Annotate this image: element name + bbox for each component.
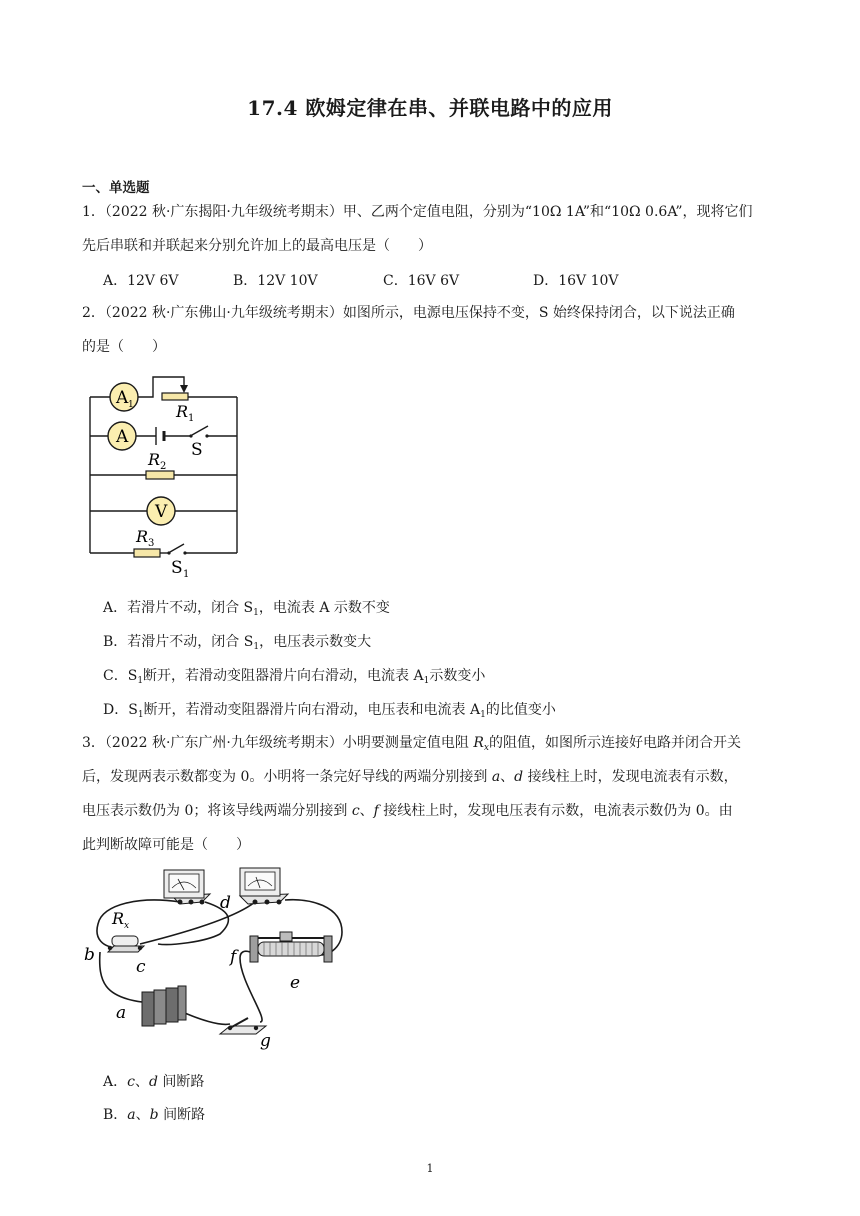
q3-apparatus-diagram	[80, 862, 360, 1054]
voltmeter-device	[164, 870, 210, 905]
label-a1: A	[116, 388, 129, 408]
label-s1: S	[171, 558, 183, 578]
q3-option-a: A．c、d 间断路	[103, 1074, 205, 1090]
q2-option-b: B．若滑片不动，闭合 $S_1$，电压表示数变大	[103, 634, 372, 652]
q1-option-a: A．12V 6V	[103, 273, 179, 289]
label-d: d	[220, 893, 231, 913]
q2-circuit-diagram	[80, 367, 250, 581]
q2-option-d: D．$S_1$断开，若滑动变阻器滑片向右滑动，电压表和电流表 $A_1$的比值变小	[103, 702, 556, 720]
label-a: a	[116, 1003, 127, 1023]
label-c: c	[136, 957, 146, 977]
q2-option-c: C．$S_1$断开，若滑动变阻器滑片向右滑动，电流表 $A_1$示数变小	[103, 668, 486, 686]
q3-line-2: 后，发现两表示数都变为 0。小明将一条完好导线的两端分别接到 a、d 接线柱上时，发现电流表有示数，	[82, 769, 738, 785]
ammeter-device	[240, 868, 288, 905]
label-r2: R	[148, 450, 161, 469]
q1-line-1: 1．（2022 秋·广东揭阳·九年级统考期末）甲、乙两个定值电阻，分别为“10Ω 1A”和“10Ω 0.6A”，现将它们	[82, 204, 753, 220]
q2-option-a: A．若滑片不动，闭合 $S_1$，电流表 A 示数不变	[103, 600, 390, 618]
q3-line-4: 此判断故障可能是（ ）	[82, 837, 250, 853]
battery-device	[142, 986, 186, 1026]
q1-option-b: B．12V 10V	[233, 273, 318, 289]
label-v: V	[155, 502, 168, 522]
label-s: S	[191, 440, 203, 460]
label-rx: R	[112, 909, 125, 928]
rheostat-device	[250, 932, 332, 962]
rx-resistor-device	[108, 936, 144, 952]
label-r3-sub: 3	[148, 538, 155, 549]
label-g: g	[260, 1031, 271, 1051]
q1-option-d: D．16V 10V	[533, 273, 619, 289]
q3-line-3: 电压表示数仍为 0；将该导线两端分别接到 c、f 接线柱上时，发现电压表有示数，电流表示数仍为 0。由	[82, 803, 733, 819]
q2-line-2: 的是（ ）	[82, 339, 166, 355]
label-r2-sub: 2	[160, 461, 167, 472]
r1-resistor	[162, 393, 188, 400]
label-r1-sub: 1	[188, 413, 195, 424]
section-heading: 一、单选题	[82, 180, 150, 196]
page-number: 1	[426, 1162, 434, 1175]
label-rx-sub: x	[124, 921, 130, 931]
r2-resistor	[146, 471, 174, 479]
page-title: 17.4 欧姆定律在串、并联电路中的应用	[247, 96, 613, 120]
label-f: f	[230, 947, 237, 967]
label-s1-sub: 1	[183, 569, 190, 580]
label-r1: R	[176, 402, 189, 421]
q3-line-1: 3．（2022 秋·广东广州·九年级统考期末）小明要测量定值电阻 $R_x$的阻值，如图所示连接好电路并闭合开关	[82, 735, 741, 753]
label-e: e	[290, 973, 301, 993]
q3-option-b: B．a、b 间断路	[103, 1107, 206, 1123]
label-a1-sub: 1	[128, 400, 134, 410]
label-b: b	[84, 945, 95, 965]
label-r3: R	[136, 527, 149, 546]
q1-option-c: C．16V 6V	[383, 273, 460, 289]
r3-resistor	[134, 549, 160, 557]
q1-line-2: 先后串联和并联起来分别允许加上的最高电压是（ ）	[82, 238, 432, 254]
q2-line-1: 2．（2022 秋·广东佛山·九年级统考期末）如图所示，电源电压保持不变，S 始终保持闭合，以下说法正确	[82, 305, 735, 321]
label-a: A	[116, 427, 129, 447]
